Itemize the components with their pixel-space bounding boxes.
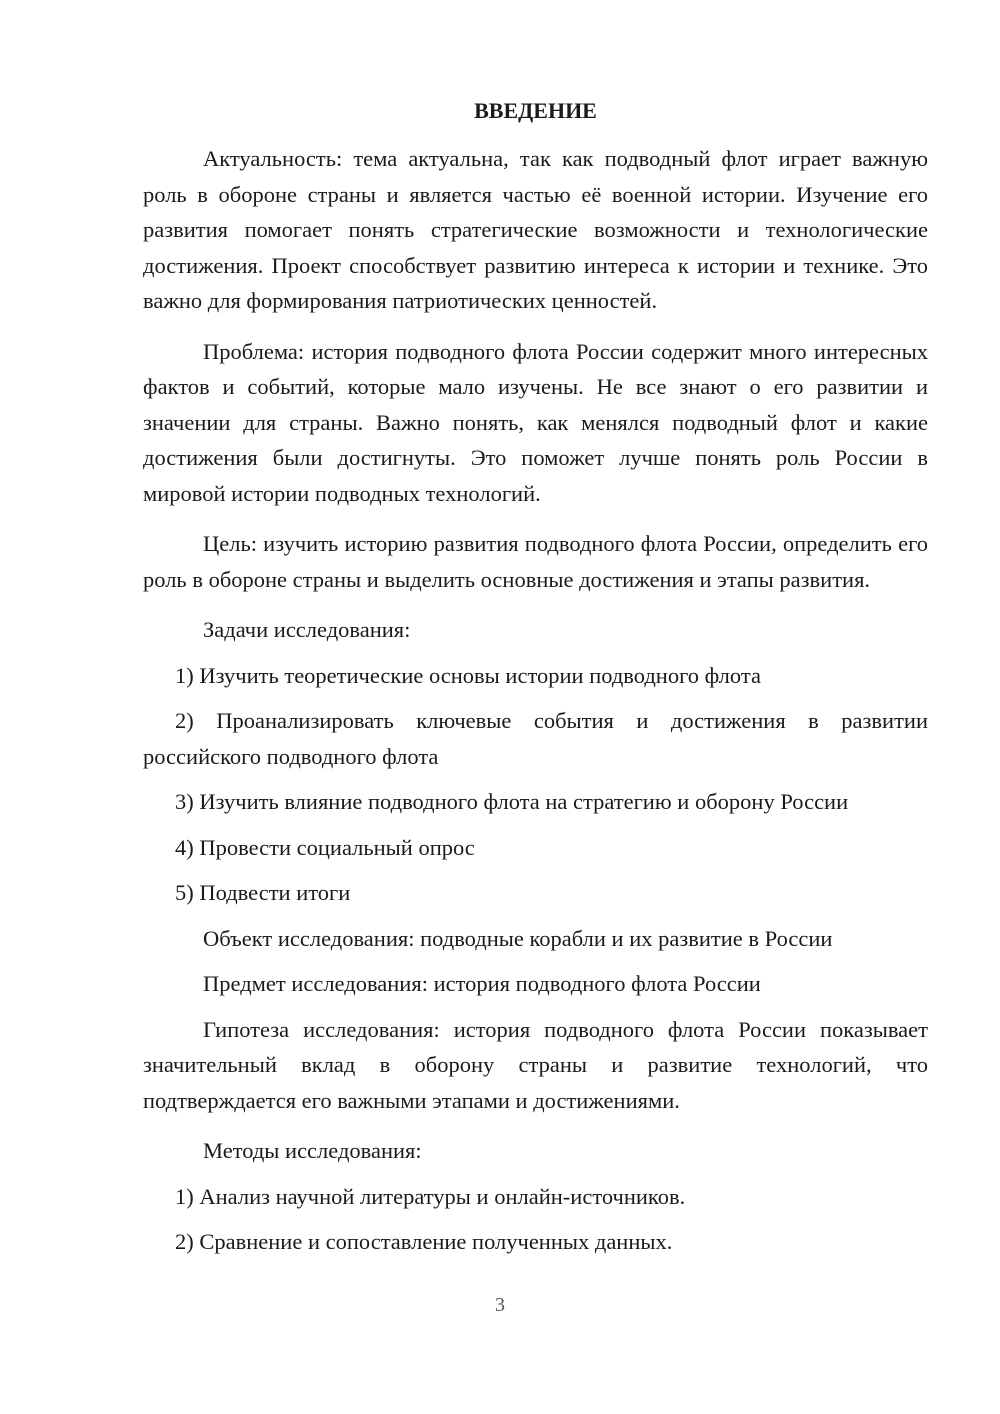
hypothesis-paragraph: Гипотеза исследования: история подводного флота России показывает значительный вклад в оборону страны и развитие технологий, что подтверждается его важными этапами и достижениями. xyxy=(143,1016,928,1113)
object-line: Объект исследования: подводные корабли и их развитие в России xyxy=(203,925,833,951)
method-item: 2) Сравнение и сопоставление полученных данных. xyxy=(175,1229,673,1254)
method-item: 1) Анализ научной литературы и онлайн-источников. xyxy=(175,1183,686,1209)
page-number: 3 xyxy=(495,1294,505,1316)
tasks-title: Задачи исследования: xyxy=(203,617,411,642)
goal-paragraph: Цель: изучить историю развития подводного флота России, определить его роль в обороне страны и выделить основные достижения и этапы развития. xyxy=(143,531,928,592)
task-item: 1) Изучить теоретические основы истории подводного флота xyxy=(175,662,761,688)
task-item: 3) Изучить влияние подводного флота на стратегию и оборону России xyxy=(175,789,849,814)
problem-paragraph: Проблема: история подводного флота России содержит много интересных фактов и событий, которые мало изучены. Не все знают о его развитии и значении для страны. Важно понять, как менялся подводный флот и какие достижения были достигнуты. Это поможет лучше понять роль России в мировой истории подводных технологий. xyxy=(143,338,928,506)
subject-line: Предмет исследования: история подводного флота России xyxy=(203,971,761,996)
relevance-paragraph: Актуальность: тема актуальна, так как подводный флот играет важную роль в обороне страны и является частью её военной истории. Изучение его развития помогает понять стратегические возможности и технологические достижения. Проект способствует развитию интереса к истории и технике. Это важно для формирования патриотических ценностей. xyxy=(143,146,928,313)
task-item: 4) Провести социальный опрос xyxy=(175,834,475,860)
methods-title: Методы исследования: xyxy=(203,1138,422,1163)
document-page xyxy=(143,95,928,1270)
task-item: 2) Проанализировать ключевые события и достижения в развитии российского подводного флота xyxy=(143,708,928,769)
task-item: 5) Подвести итоги xyxy=(175,880,351,905)
section-heading: ВВЕДЕНИЕ xyxy=(474,98,597,123)
